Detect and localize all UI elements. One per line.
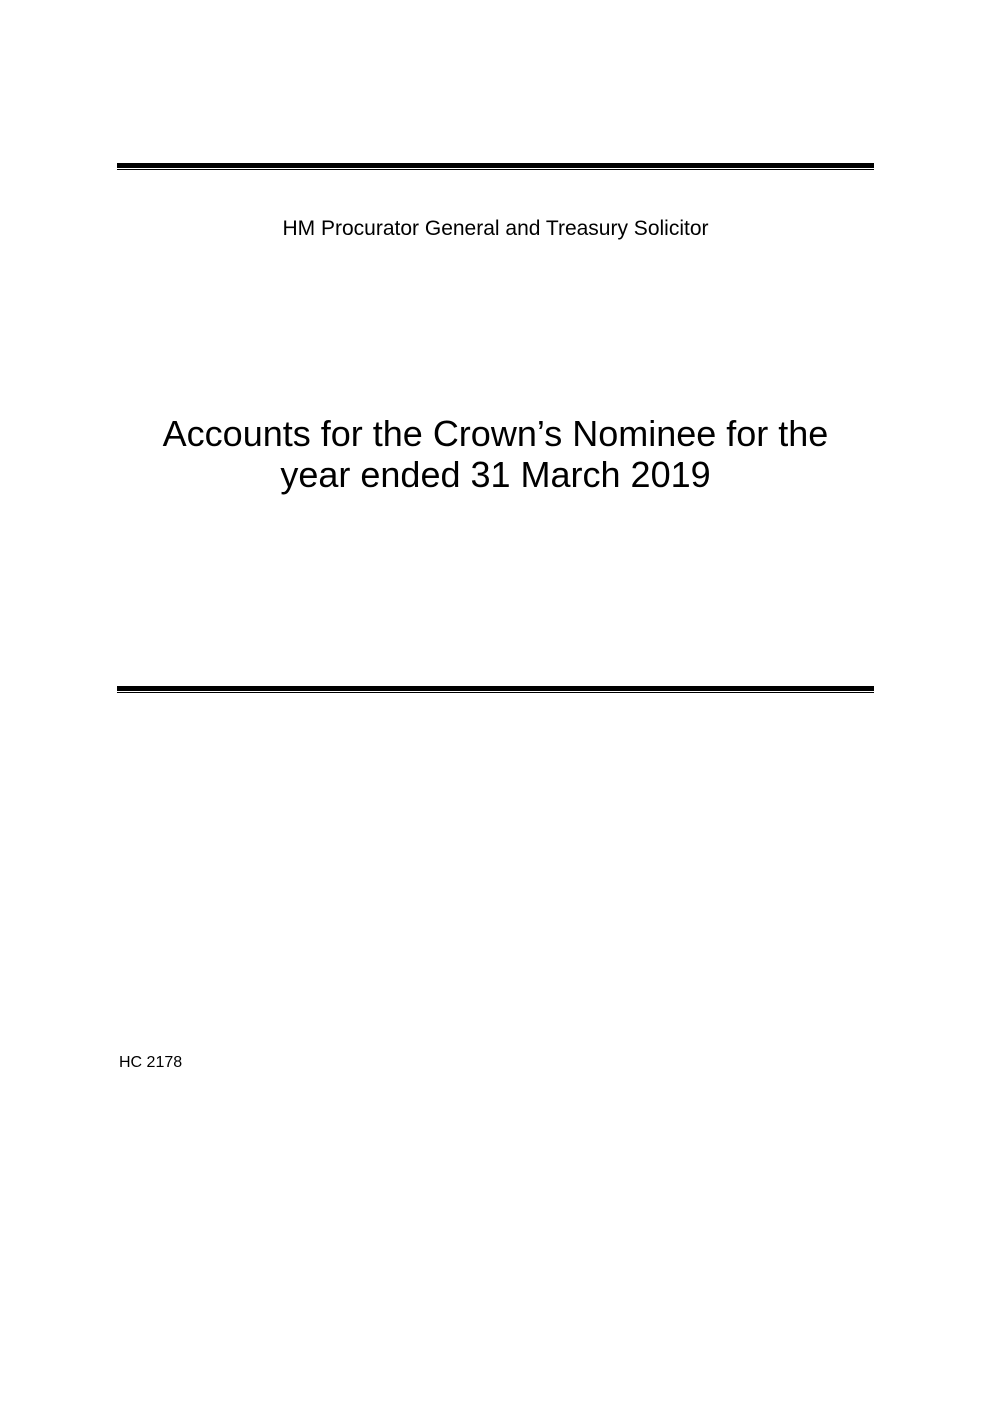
house-of-commons-reference: HC 2178 [119,1054,183,1071]
document-title-line-1: Accounts for the Crown’s Nominee for the [162,413,829,454]
organisation-name: HM Procurator General and Treasury Solicitor [282,217,709,240]
bottom-rule [117,686,874,693]
document-title [110,413,881,495]
top-rule [117,163,874,170]
document-title-line-2: year ended 31 March 2019 [280,454,711,495]
